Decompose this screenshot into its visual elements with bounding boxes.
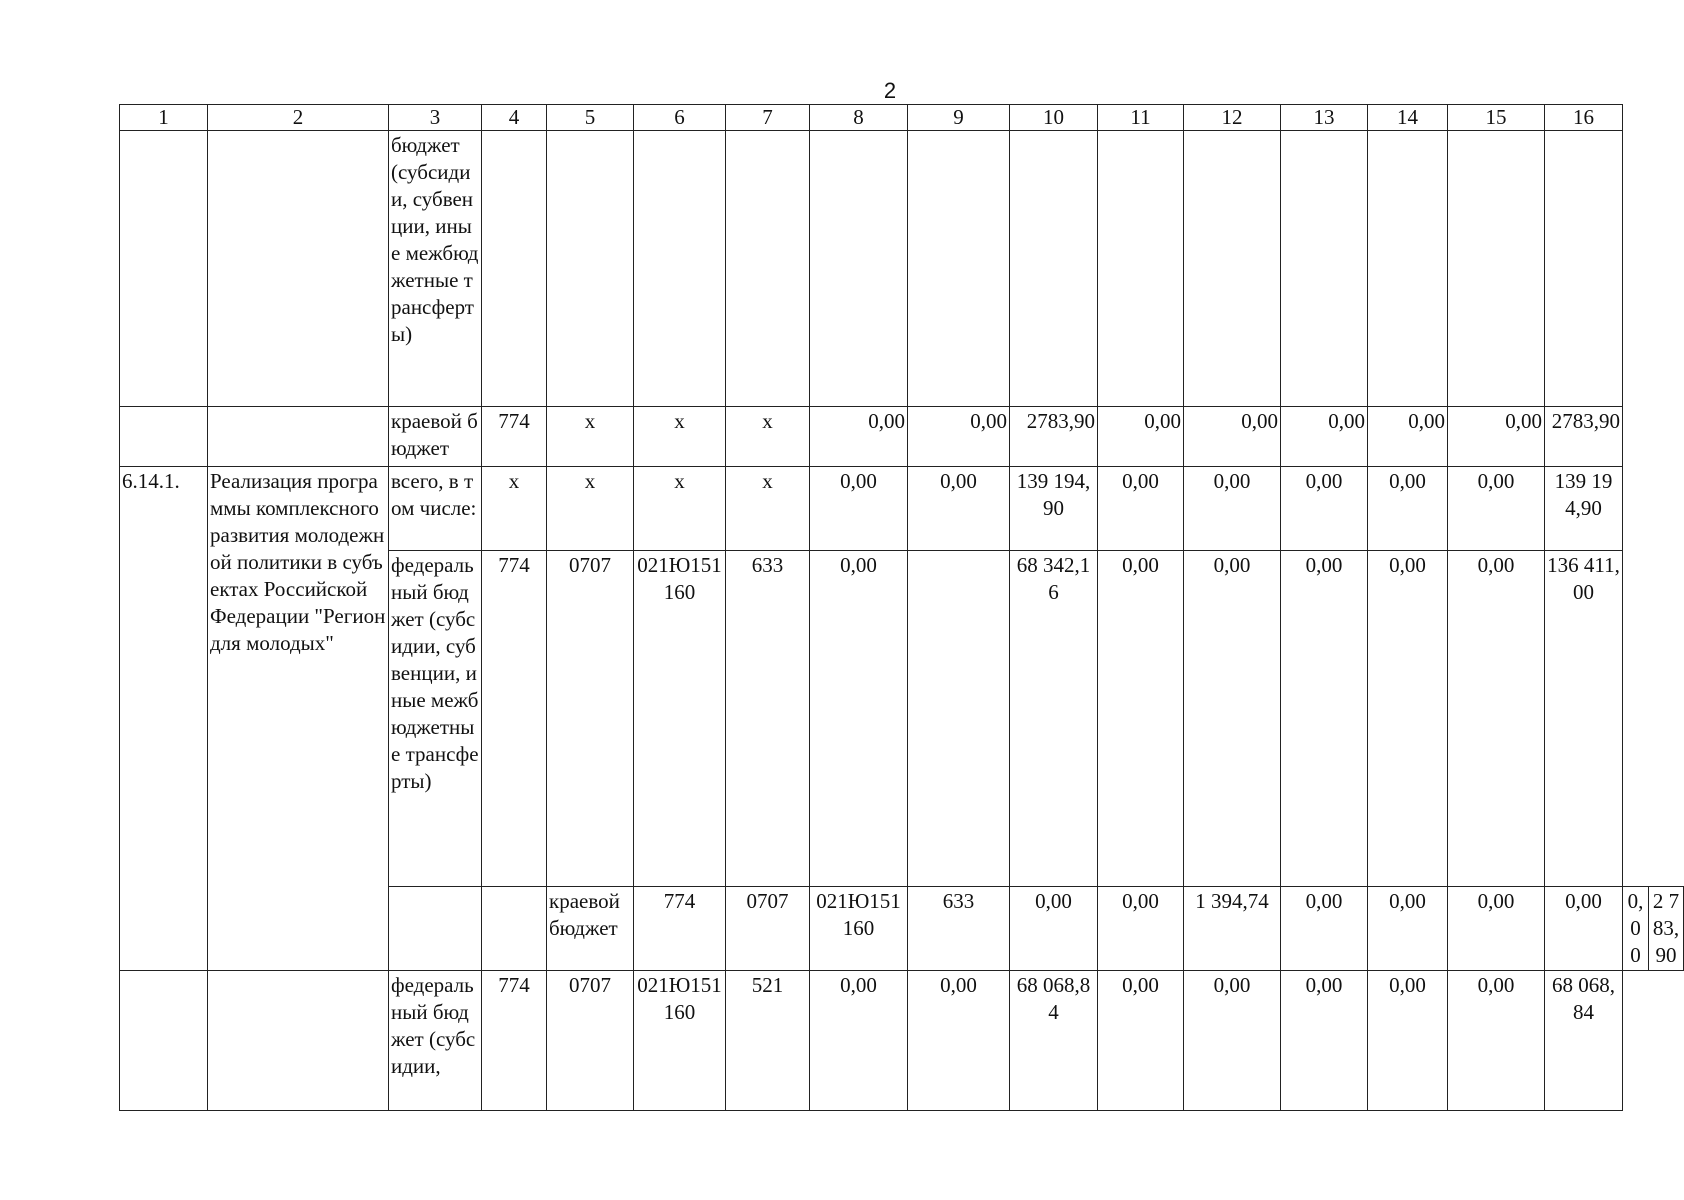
table-cell	[908, 551, 1010, 887]
table-cell: 2783,90	[1545, 407, 1623, 467]
column-header: 4	[482, 105, 547, 131]
table-cell	[1184, 131, 1281, 407]
column-header: 10	[1010, 105, 1098, 131]
table-cell: x	[547, 467, 634, 551]
funding-source-cell: краевой бюджет	[389, 407, 482, 467]
table-cell	[1281, 131, 1368, 407]
table-cell: 0,00	[1368, 887, 1448, 971]
table-cell: 0,00	[1281, 551, 1368, 887]
table-cell: 0,00	[1448, 971, 1545, 1111]
table-cell: 0,00	[1098, 887, 1184, 971]
table-cell: 021Ю151160	[810, 887, 908, 971]
table-cell: x	[482, 467, 547, 551]
table-cell: 0,00	[810, 407, 908, 467]
table-cell	[482, 131, 547, 407]
column-header: 12	[1184, 105, 1281, 131]
table-cell: 0,00	[1623, 887, 1649, 971]
table-cell	[208, 407, 389, 467]
item-name-cell: Реализация программы комплексного развития молодежной политики в субъектах Российской Федерации "Регион для молодых"	[208, 467, 389, 971]
table-cell: x	[726, 407, 810, 467]
column-header: 13	[1281, 105, 1368, 131]
column-header: 5	[547, 105, 634, 131]
table-row	[120, 971, 1684, 1111]
table-cell: 0,00	[1448, 551, 1545, 887]
table-cell: 0,00	[1184, 467, 1281, 551]
table-cell	[1098, 131, 1184, 407]
table-cell: 0,00	[1368, 971, 1448, 1111]
table-cell	[547, 131, 634, 407]
table-cell: 0707	[726, 887, 810, 971]
table-cell: 68 342,16	[1010, 551, 1098, 887]
table-cell: 139 194,90	[1545, 467, 1623, 551]
table-cell: 021Ю151160	[634, 551, 726, 887]
table-cell: x	[634, 407, 726, 467]
table-cell: 774	[482, 971, 547, 1111]
table-cell: 0,00	[1448, 887, 1545, 971]
table-cell: 521	[726, 971, 810, 1111]
table-cell: 0,00	[1545, 887, 1623, 971]
table-row	[120, 131, 1684, 407]
table-cell	[389, 887, 482, 971]
table-cell: 0,00	[1448, 467, 1545, 551]
table-cell: 68 068,84	[1010, 971, 1098, 1111]
table-cell: 0,00	[908, 971, 1010, 1111]
table-cell: x	[726, 467, 810, 551]
table-cell	[208, 131, 389, 407]
funding-source-cell: краевой бюджет	[547, 887, 634, 971]
table-cell	[120, 407, 208, 467]
table-cell: 0,00	[908, 407, 1010, 467]
table-cell: 0,00	[810, 551, 908, 887]
table-cell: 1 394,74	[1184, 887, 1281, 971]
table-cell: 0,00	[1098, 407, 1184, 467]
funding-source-cell: бюджет (субсидии, субвенции, иные межбюджетные трансферты)	[389, 131, 482, 407]
table-cell: 774	[482, 407, 547, 467]
column-header: 6	[634, 105, 726, 131]
table-cell: 0,00	[1184, 551, 1281, 887]
table-cell: 2783,90	[1010, 407, 1098, 467]
table-cell: 0,00	[1281, 971, 1368, 1111]
table-cell: 021Ю151160	[634, 971, 726, 1111]
table-cell	[1545, 131, 1623, 407]
column-header: 2	[208, 105, 389, 131]
table-cell: 0707	[547, 971, 634, 1111]
funding-source-cell: федеральный бюджет (субсидии, субвенции, иные межбюджетные трансферты)	[389, 551, 482, 887]
header-row	[120, 105, 1684, 131]
table-cell: 774	[482, 551, 547, 887]
table-cell: 136 411,00	[1545, 551, 1623, 887]
table-cell	[120, 131, 208, 407]
table-cell	[634, 131, 726, 407]
budget-table	[119, 104, 1684, 1111]
table-cell: 0,00	[1010, 887, 1098, 971]
table-cell	[482, 887, 547, 971]
table-cell: 0707	[547, 551, 634, 887]
table-cell: 2 783,90	[1648, 887, 1683, 971]
item-number-cell: 6.14.1.	[120, 467, 208, 971]
column-header: 1	[120, 105, 208, 131]
column-header: 16	[1545, 105, 1623, 131]
table-cell: 0,00	[1098, 467, 1184, 551]
table-cell: 0,00	[1184, 407, 1281, 467]
table-cell: 0,00	[1448, 407, 1545, 467]
table-cell	[1448, 131, 1545, 407]
table-cell: 0,00	[1281, 887, 1368, 971]
column-header: 9	[908, 105, 1010, 131]
funding-source-cell: всего, в том числе:	[389, 467, 482, 551]
table-cell	[726, 131, 810, 407]
table-row	[120, 407, 1684, 467]
table-row	[120, 467, 1684, 551]
table-cell: x	[634, 467, 726, 551]
table-cell	[120, 971, 208, 1111]
table-cell: 0,00	[810, 467, 908, 551]
table-cell: 0,00	[1368, 467, 1448, 551]
table-cell: 774	[634, 887, 726, 971]
column-header: 8	[810, 105, 908, 131]
table-cell: 0,00	[1184, 971, 1281, 1111]
table-cell: 0,00	[1368, 407, 1448, 467]
column-header: 11	[1098, 105, 1184, 131]
table-cell	[1368, 131, 1448, 407]
table-cell: 0,00	[1368, 551, 1448, 887]
column-header: 3	[389, 105, 482, 131]
table-cell: 0,00	[810, 971, 908, 1111]
funding-source-cell: федеральный бюджет (субсидии,	[389, 971, 482, 1111]
table-cell	[908, 131, 1010, 407]
column-header: 7	[726, 105, 810, 131]
page-number: 2	[883, 78, 897, 103]
table-cell: 0,00	[1281, 407, 1368, 467]
table-cell: x	[547, 407, 634, 467]
table-cell: 0,00	[908, 467, 1010, 551]
table-cell	[1010, 131, 1098, 407]
column-header: 14	[1368, 105, 1448, 131]
table-cell: 68 068,84	[1545, 971, 1623, 1111]
table-cell: 633	[726, 551, 810, 887]
table-cell: 0,00	[1098, 551, 1184, 887]
table-cell	[810, 131, 908, 407]
table-cell: 0,00	[1098, 971, 1184, 1111]
column-header: 15	[1448, 105, 1545, 131]
table-cell: 633	[908, 887, 1010, 971]
table-cell	[208, 971, 389, 1111]
table-cell: 139 194,90	[1010, 467, 1098, 551]
table-cell: 0,00	[1281, 467, 1368, 551]
